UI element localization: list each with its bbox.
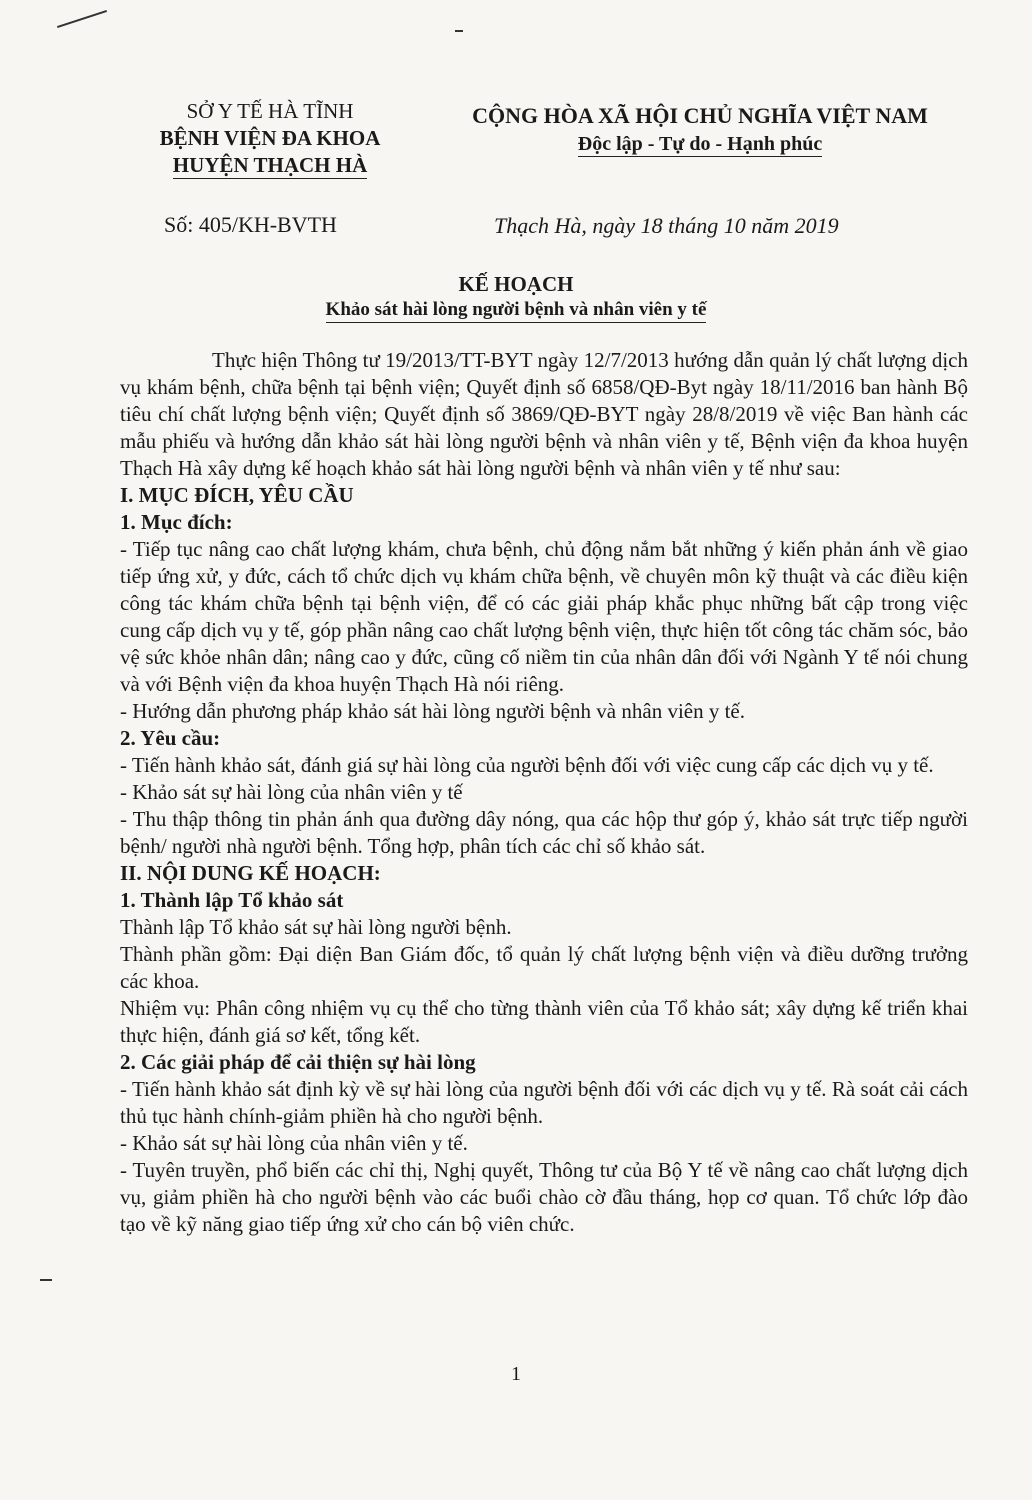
section-1-2-heading: 2. Yêu cầu: — [120, 726, 221, 750]
place-date: Thạch Hà, ngày 18 tháng 10 năm 2019 — [494, 213, 839, 238]
document-subtitle: Khảo sát hài lòng người bệnh và nhân viên y tế — [326, 299, 707, 323]
page-number: 1 — [511, 1363, 521, 1385]
section-2-heading: II. NỘI DUNG KẾ HOẠCH: — [120, 861, 381, 885]
agency-header — [120, 98, 420, 179]
scan-mark — [40, 1279, 52, 1281]
paragraph: - Khảo sát sự hài lòng của nhân viên y tế — [120, 780, 463, 804]
scan-mark — [57, 10, 107, 28]
scan-mark — [455, 30, 463, 32]
document-title: KẾ HOẠCH — [458, 272, 574, 296]
intro-paragraph: Thực hiện Thông tư 19/2013/TT-BYT ngày 12/7/2013 hướng dẫn quản lý chất lượng dịch vụ khám bệnh, chữa bệnh tại bệnh viện; Quyết định số 6858/QĐ-Byt ngày 18/11/2016 ban hành Bộ tiêu chí chất lượng bệnh viện; Quyết định số 3869/QĐ-BYT ngày 28/8/2019 về việc Ban hành các mẫu phiếu và hướng dẫn khảo sát hài lòng người bệnh và nhân viên y tế, Bệnh viện đa khoa huyện Thạch Hà xây dựng kế hoạch khảo sát hài lòng người bệnh và nhân viên y tế như sau: — [120, 348, 968, 480]
paragraph: - Thu thập thông tin phản ánh qua đường dây nóng, qua các hộp thư góp ý, khảo sát trực tiếp người bệnh/ người nhà người bệnh. Tổng hợp, phân tích các chỉ số khảo sát. — [120, 807, 968, 858]
paragraph: - Tiếp tục nâng cao chất lượng khám, chưa bệnh, chủ động nắm bắt những ý kiến phản ánh về giao tiếp ứng xử, y đức, cách tổ chức dịch vụ khám chữa bệnh, về chuyên môn kỹ thuật và các điều kiện công tác khám chữa bệnh tại bệnh viện, để có các giải pháp khắc phục những bất cập trong việc cung cấp dịch vụ y tế, góp phần nâng cao chất lượng bệnh viện, thực hiện tốt công tác chăm sóc, bảo vệ sức khỏe nhân dân; nâng cao y đức, cũng cố niềm tin của nhân dân đối với Ngành Y tế nói chung và với Bệnh viện đa khoa huyện Thạch Hà nói riêng. — [120, 537, 968, 696]
agency-line-3: HUYỆN THẠCH HÀ — [172, 153, 368, 177]
paragraph: - Khảo sát sự hài lòng của nhân viên y tế. — [120, 1131, 468, 1155]
agency-line-1: SỞ Y TẾ HÀ TĨNH — [186, 99, 354, 123]
paragraph: Thành phần gồm: Đại diện Ban Giám đốc, tổ quản lý chất lượng bệnh viện và điều dưỡng trưởng các khoa. — [120, 942, 968, 993]
document-number: Số: 405/KH-BVTH — [164, 212, 337, 237]
paragraph: - Tiến hành khảo sát, đánh giá sự hài lòng của người bệnh đối với việc cung cấp các dịch vụ y tế. — [120, 753, 934, 777]
country-name: CỘNG HÒA XÃ HỘI CHỦ NGHĨA VIỆT NAM — [472, 103, 928, 128]
section-2-2-heading: 2. Các giải pháp để cải thiện sự hài lòng — [120, 1050, 476, 1074]
section-1-1-heading: 1. Mục đích: — [120, 510, 233, 534]
paragraph: - Tiến hành khảo sát định kỳ về sự hài lòng của người bệnh đối với các dịch vụ y tế. Rà soát cải cách thủ tục hành chính-giảm phiền hà cho người bệnh. — [120, 1077, 968, 1128]
national-motto: Độc lập - Tự do - Hạnh phúc — [577, 133, 823, 155]
document-body — [120, 347, 968, 1238]
section-2-1-heading: 1. Thành lập Tổ khảo sát — [120, 888, 344, 912]
national-header — [445, 102, 955, 158]
paragraph: - Tuyên truyền, phổ biến các chỉ thị, Nghị quyết, Thông tư của Bộ Y tế về nâng cao chất lượng dịch vụ, giảm phiền hà cho người bệnh vào các buổi chào cờ đầu tháng, họp cơ quan. Tổ chức lớp đào tạo về kỹ năng giao tiếp ứng xử cho cán bộ viên chức. — [120, 1158, 968, 1236]
paragraph: Nhiệm vụ: Phân công nhiệm vụ cụ thể cho từng thành viên của Tổ khảo sát; xây dựng kế triển khai thực hiện, đánh giá sơ kết, tổng kết. — [120, 996, 968, 1047]
paragraph: - Hướng dẫn phương pháp khảo sát hài lòng người bệnh và nhân viên y tế. — [120, 699, 746, 723]
agency-line-2: BỆNH VIỆN ĐA KHOA — [159, 126, 381, 150]
section-1-heading: I. MỤC ĐÍCH, YÊU CẦU — [120, 483, 354, 507]
paragraph: Thành lập Tổ khảo sát sự hài lòng người bệnh. — [120, 915, 512, 939]
